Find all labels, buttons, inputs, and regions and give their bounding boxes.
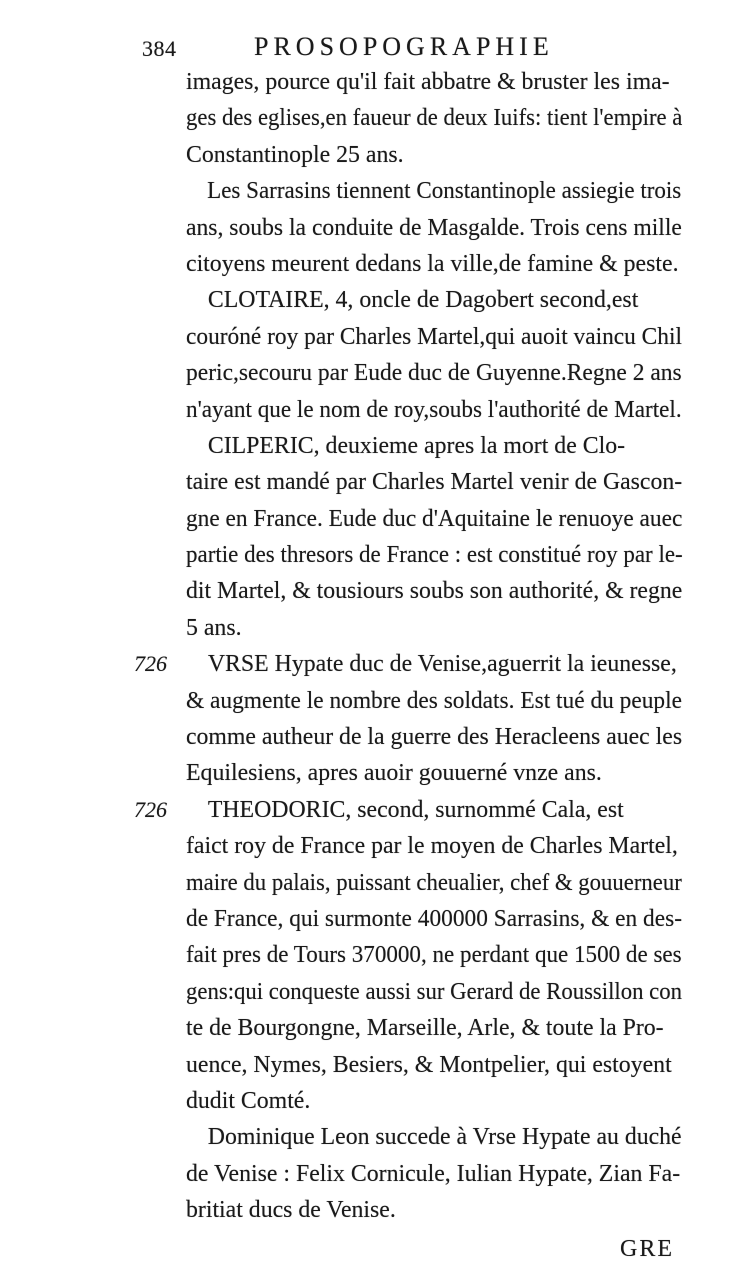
line-text: CLOTAIRE, 4, oncle de Dagobert second,est — [207, 287, 639, 314]
text-line — [186, 573, 686, 609]
text-line — [186, 428, 686, 464]
line-text: Dominique Leon succede à Vrse Hypate au duché — [207, 1124, 682, 1151]
text-line — [186, 1083, 686, 1119]
text-line — [186, 1010, 686, 1046]
text-line — [186, 755, 686, 791]
line-text: citoyens meurent dedans la ville,de famine & peste. — [186, 250, 679, 277]
line-text: CILPERIC, deuxieme apres la mort de Clo- — [207, 432, 626, 459]
catchword-line — [186, 1229, 686, 1265]
text-line — [186, 974, 686, 1010]
margin-year-note: 726 — [134, 796, 167, 822]
text-line — [186, 901, 686, 937]
line-text: images, pource qu'il fait abbatre & bruster les ima- — [186, 69, 670, 95]
text-line — [134, 792, 686, 828]
line-text: comme autheur de la guerre des Heracleens auec les — [186, 724, 683, 751]
line-text: partie des thresors de France : est constitué roy par le- — [186, 542, 683, 569]
line-text: fait pres de Tours 370000, ne perdant que 1500 de ses — [186, 942, 682, 969]
line-text: uence, Nymes, Besiers, & Montpelier, qui estoyent — [186, 1051, 672, 1078]
text-line — [186, 464, 686, 500]
text-line — [186, 64, 686, 100]
line-text: gne en France. Eude duc d'Aquitaine le renuoye auec — [186, 505, 683, 532]
text-line — [186, 173, 686, 209]
text-line — [186, 137, 686, 173]
text-line — [186, 828, 686, 864]
line-text: Les Sarrasins tiennent Constantinople assiegie trois — [207, 178, 682, 205]
line-text: ans, soubs la conduite de Masgalde. Trois cens mille — [186, 214, 682, 241]
line-text: VRSE Hypate duc de Venise,aguerrit la ieunesse, — [207, 651, 677, 678]
line-text: faict roy de France par le moyen de Charles Martel, — [186, 833, 678, 860]
line-text: Constantinople 25 ans. — [186, 141, 404, 168]
text-line — [186, 501, 686, 537]
running-title: PROSOPOGRAPHIE — [254, 32, 554, 61]
page-number: 384 — [142, 36, 177, 61]
catchword: GRE — [620, 1235, 674, 1262]
text-lines — [134, 64, 686, 1229]
line-text: de France, qui surmonte 400000 Sarrasins, & en des- — [186, 905, 682, 932]
line-text: britiat ducs de Venise. — [186, 1197, 396, 1224]
text-line — [186, 100, 686, 136]
margin-year-note: 726 — [134, 651, 167, 677]
text-line — [186, 392, 686, 428]
line-text: dudit Comté. — [186, 1087, 311, 1114]
line-text: & augmente le nombre des soldats. Est tué du peuple — [186, 687, 682, 714]
text-line — [186, 282, 686, 318]
text-line — [186, 683, 686, 719]
text-line — [134, 646, 686, 682]
text-line — [186, 719, 686, 755]
text-line — [186, 1192, 686, 1228]
line-text: gens:qui conqueste aussi sur Gerard de Roussillon con — [186, 978, 683, 1005]
line-text: ges des eglises,en faueur de deux Iuifs: tient l'empire à — [186, 105, 683, 132]
text-line — [186, 319, 686, 355]
text-line — [186, 937, 686, 973]
line-text: n'ayant que le nom de roy,soubs l'authorité de Martel. — [186, 396, 682, 423]
line-text: 5 ans. — [186, 614, 242, 641]
text-line — [186, 1119, 686, 1155]
line-text: peric,secouru par Eude duc de Guyenne.Regne 2 ans — [186, 360, 682, 387]
line-text: de Venise : Felix Cornicule, Iulian Hypate, Zian Fa- — [186, 1160, 681, 1187]
text-line — [186, 537, 686, 573]
text-line — [186, 610, 686, 646]
text-line — [186, 1156, 686, 1192]
page-header — [142, 28, 702, 68]
text-line — [186, 246, 686, 282]
body-text — [134, 64, 686, 1265]
line-text: dit Martel, & tousiours soubs son authorité, & regne — [186, 578, 683, 605]
line-text: Equilesiens, apres auoir gouuerné vnze ans. — [186, 760, 602, 787]
text-line — [186, 865, 686, 901]
line-text: taire est mandé par Charles Martel venir de Gascon- — [186, 469, 683, 496]
line-text: maire du palais, puissant cheualier, chef & gouuerneur — [186, 869, 682, 896]
line-text: THEODORIC, second, surnommé Cala, est — [207, 796, 624, 823]
line-text: te de Bourgongne, Marseille, Arle, & toute la Pro- — [186, 1015, 664, 1042]
text-line — [186, 355, 686, 391]
text-line — [186, 210, 686, 246]
text-line — [186, 1047, 686, 1083]
line-text: couróné roy par Charles Martel,qui auoit vaincu Chil — [186, 323, 682, 350]
